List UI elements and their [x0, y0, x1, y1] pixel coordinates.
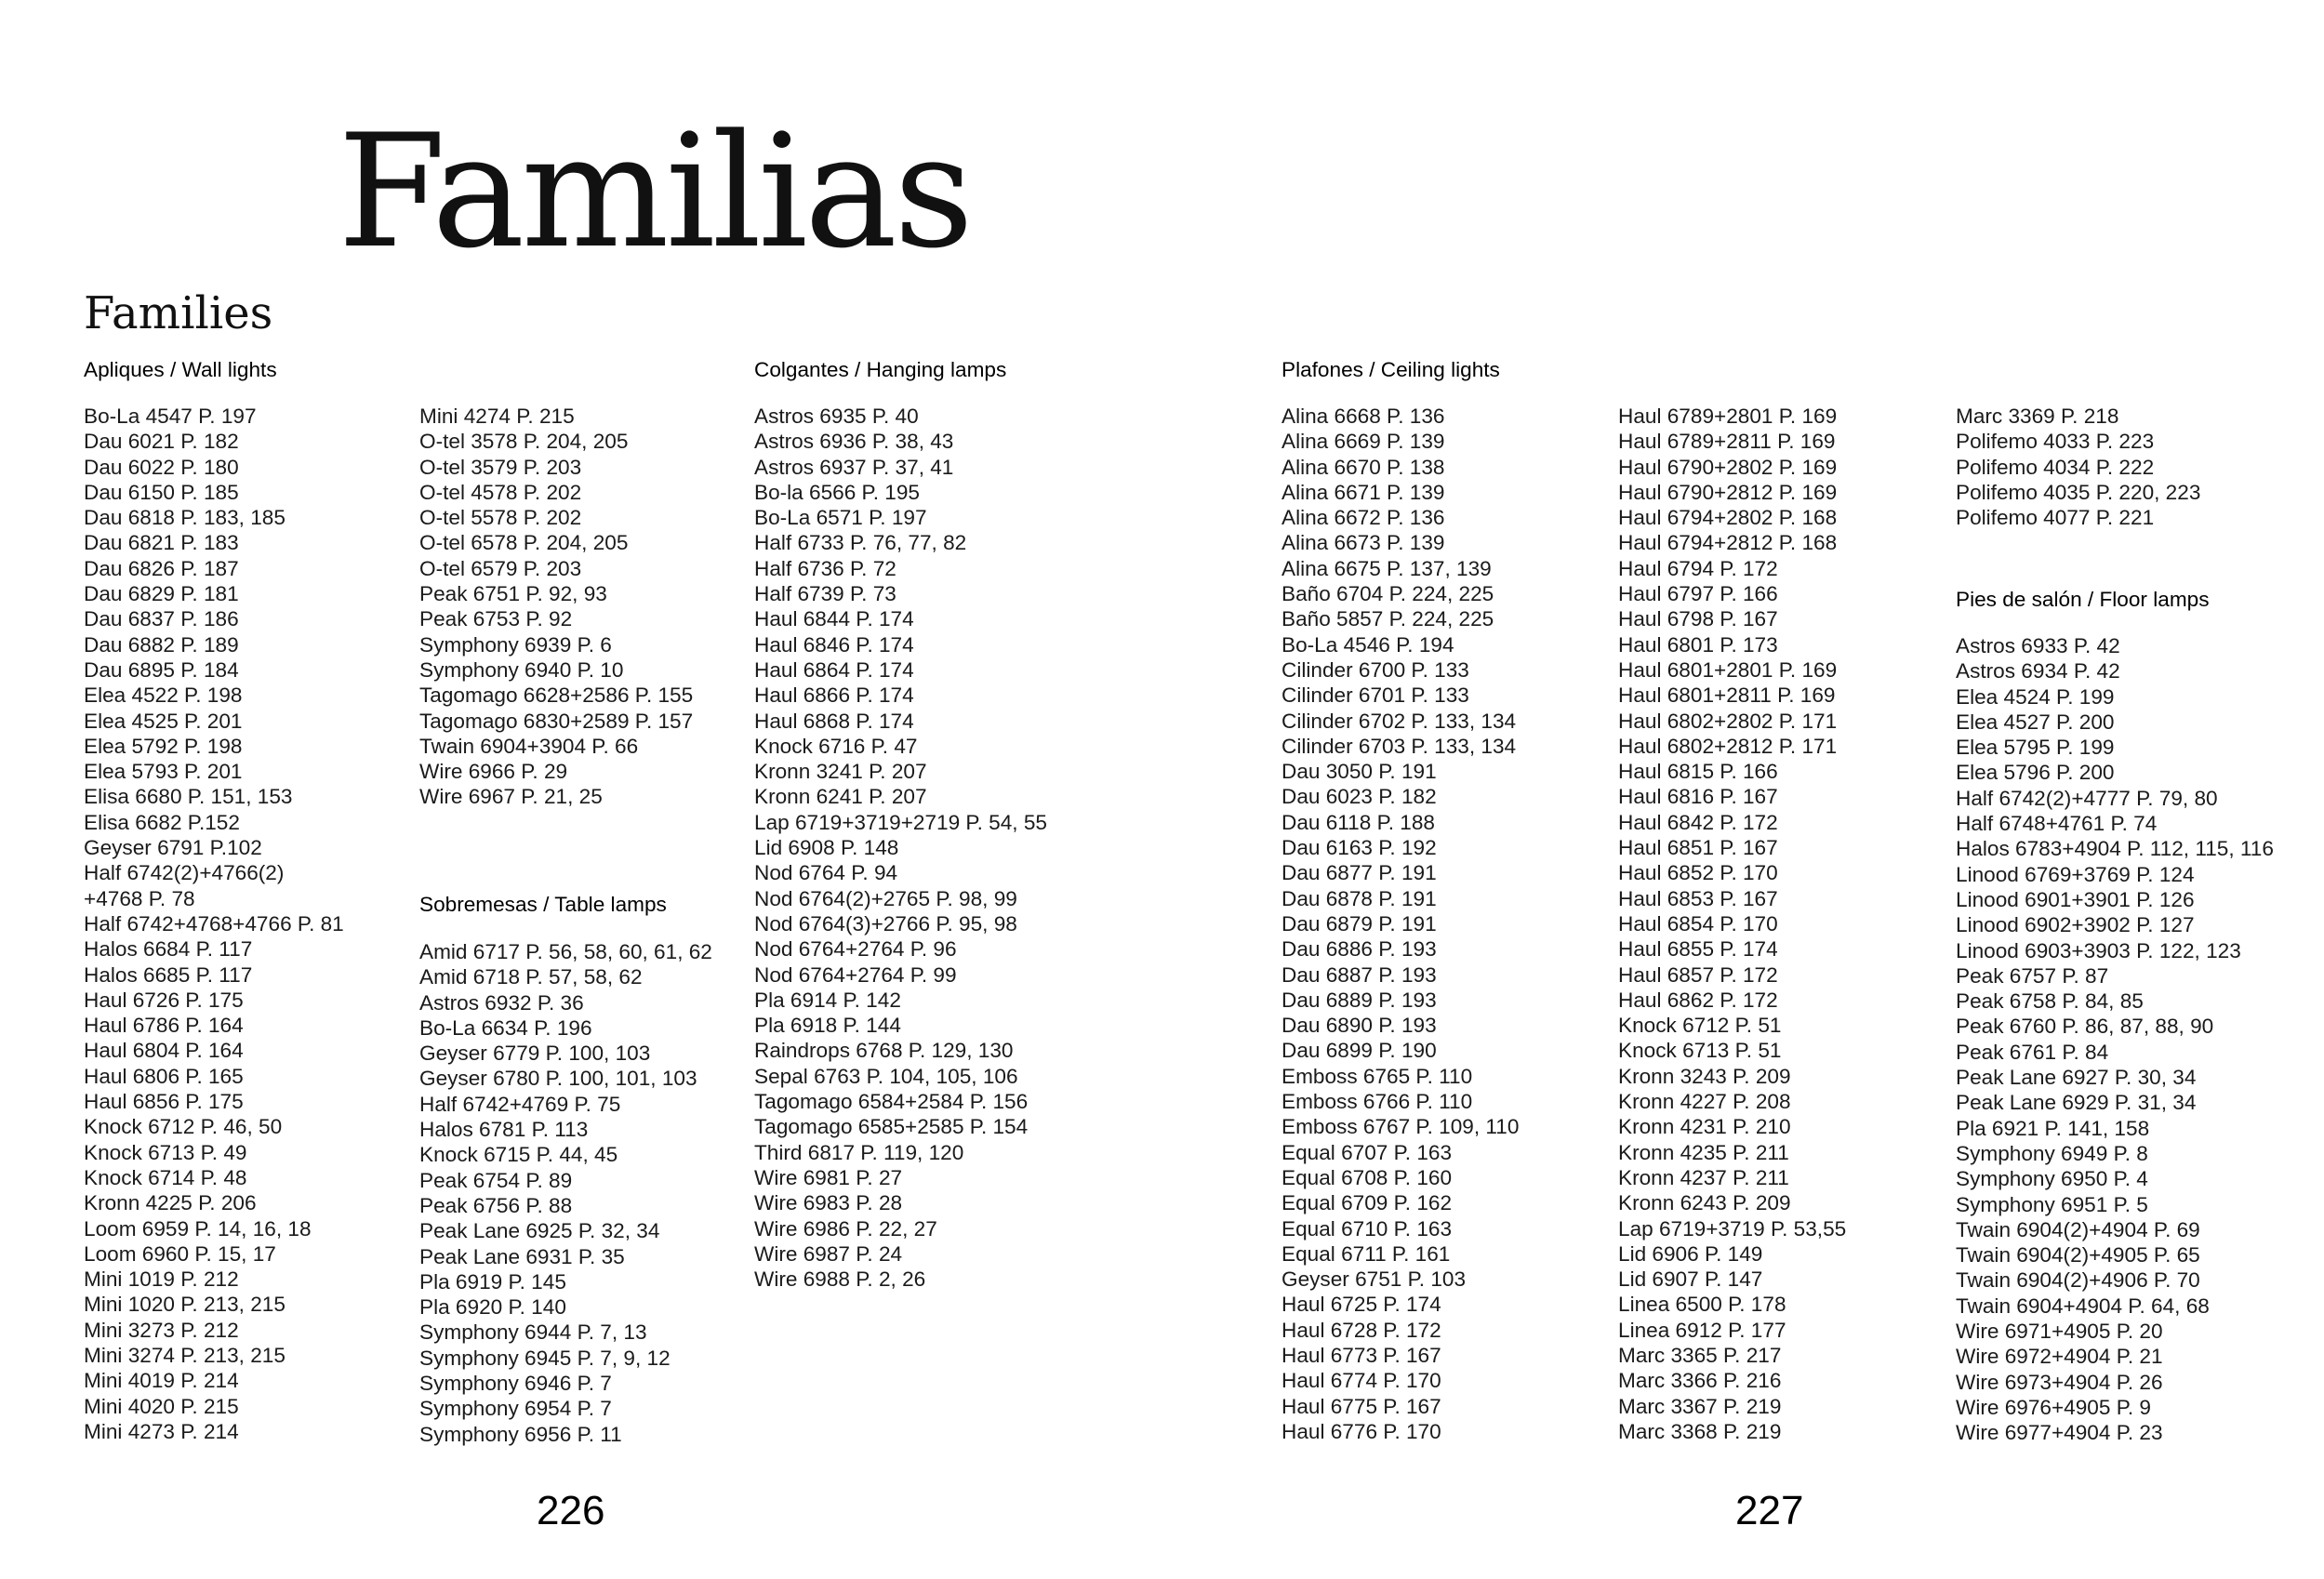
- list-item: Mini 4273 P. 214: [84, 1419, 239, 1443]
- list-item: Dau 6878 P. 191: [1282, 886, 1437, 910]
- list-item: Elisa 6682 P.152: [84, 810, 240, 834]
- list-item: Polifemo 4077 P. 221: [1956, 506, 2155, 530]
- list-item: Symphony 6949 P. 8: [1956, 1141, 2148, 1165]
- list-item: Tagomago 6585+2585 P. 154: [754, 1115, 1029, 1139]
- list-item: O-tel 4578 P. 202: [419, 480, 582, 504]
- list-item: Haul 6842 P. 172: [1618, 810, 1778, 834]
- page-number-right: 227: [1735, 1488, 1804, 1533]
- list-item: Knock 6714 P. 48: [84, 1165, 247, 1189]
- list-item: Linood 6902+3902 P. 127: [1956, 913, 2195, 937]
- list-item: Peak Lane 6929 P. 31, 34: [1956, 1091, 2197, 1115]
- list-column-6a: [1956, 404, 2272, 530]
- list-item: Elisa 6680 P. 151, 153: [84, 785, 293, 809]
- list-item: +4768 P. 78: [84, 886, 195, 910]
- list-item: Elea 5796 P. 200: [1956, 761, 2115, 785]
- section-heading-hanging-lamps: Colgantes / Hanging lamps: [754, 358, 1007, 381]
- list-item: Halos 6783+4904 P. 112, 115, 116: [1956, 837, 2274, 861]
- list-item: Peak Lane 6931 P. 35: [419, 1244, 625, 1268]
- list-item: Alina 6671 P. 139: [1282, 480, 1445, 504]
- list-item: Nod 6764(3)+2766 P. 95, 98: [754, 911, 1017, 935]
- list-item: Wire 6976+4905 P. 9: [1956, 1395, 2151, 1419]
- list-item: Haul 6857 P. 172: [1618, 962, 1778, 987]
- list-item: Haul 6853 P. 167: [1618, 886, 1778, 910]
- list-item: Dau 6118 P. 188: [1282, 810, 1435, 834]
- list-item: Equal 6707 P. 163: [1282, 1140, 1453, 1164]
- list-item: Symphony 6939 P. 6: [419, 632, 612, 657]
- list-item: Dau 6150 P. 185: [84, 480, 239, 504]
- list-item: Elea 5793 P. 201: [84, 760, 243, 784]
- list-item: Polifemo 4033 P. 223: [1956, 430, 2155, 454]
- list-item: Mini 1020 P. 213, 215: [84, 1293, 286, 1317]
- list-item: Dau 6879 P. 191: [1282, 911, 1437, 935]
- list-item: Dau 6826 P. 187: [84, 556, 239, 580]
- list-column-2a: [419, 404, 736, 810]
- list-item: Polifemo 4035 P. 220, 223: [1956, 480, 2201, 504]
- list-item: Elea 5795 P. 199: [1956, 736, 2115, 760]
- list-item: Nod 6764+2764 P. 96: [754, 937, 957, 962]
- list-item: O-tel 6579 P. 203: [419, 556, 582, 580]
- list-item: Haul 6794 P. 172: [1618, 556, 1778, 580]
- list-item: Alina 6668 P. 136: [1282, 405, 1445, 428]
- list-item: Amid 6717 P. 56, 58, 60, 61, 62: [419, 940, 712, 963]
- section-heading-wall-lights: Apliques / Wall lights: [84, 358, 277, 381]
- list-item: Haul 6794+2812 P. 168: [1618, 531, 1838, 555]
- list-item: Halos 6684 P. 117: [84, 937, 253, 962]
- list-item: Haul 6806 P. 165: [84, 1064, 244, 1088]
- list-item: Dau 6890 P. 193: [1282, 1014, 1437, 1038]
- list-item: Dau 6882 P. 189: [84, 632, 239, 657]
- list-item: Marc 3365 P. 217: [1618, 1343, 1782, 1367]
- list-item: Pla 6921 P. 141, 158: [1956, 1116, 2150, 1140]
- list-item: Emboss 6766 P. 110: [1282, 1090, 1473, 1114]
- list-item: Haul 6776 P. 170: [1282, 1419, 1441, 1443]
- list-item: Kronn 4237 P. 211: [1618, 1165, 1789, 1189]
- list-item: Dau 6829 P. 181: [84, 582, 239, 606]
- list-item: Equal 6711 P. 161: [1282, 1241, 1451, 1266]
- list-item: Cilinder 6700 P. 133: [1282, 657, 1469, 682]
- list-item: Halos 6685 P. 117: [84, 962, 253, 987]
- list-item: Twain 6904+4904 P. 64, 68: [1956, 1294, 2210, 1318]
- list-item: Dau 6886 P. 193: [1282, 937, 1437, 962]
- list-item: Tagomago 6628+2586 P. 155: [419, 683, 694, 708]
- list-item: Dau 6895 P. 184: [84, 657, 239, 682]
- page-title: Familias: [338, 100, 971, 283]
- list-item: Haul 6798 P. 167: [1618, 607, 1778, 631]
- list-item: Kronn 3241 P. 207: [754, 760, 927, 784]
- list-item: Symphony 6946 P. 7: [419, 1372, 612, 1396]
- list-item: Knock 6713 P. 51: [1618, 1039, 1782, 1063]
- list-item: Peak 6758 P. 84, 85: [1956, 989, 2144, 1014]
- list-item: Third 6817 P. 119, 120: [754, 1140, 964, 1164]
- list-item: Haul 6801+2811 P. 169: [1618, 683, 1836, 708]
- list-item: Dau 6899 P. 190: [1282, 1039, 1437, 1063]
- list-item: Cilinder 6703 P. 133, 134: [1282, 734, 1517, 758]
- list-column-2b: [419, 939, 736, 1447]
- list-item: Linea 6912 P. 177: [1618, 1318, 1786, 1342]
- list-item: Symphony 6944 P. 7, 13: [419, 1320, 647, 1345]
- list-item: Sepal 6763 P. 104, 105, 106: [754, 1064, 1018, 1088]
- list-item: Mini 4020 P. 215: [84, 1394, 239, 1418]
- list-item: Mini 3273 P. 212: [84, 1318, 239, 1342]
- list-item: Tagomago 6584+2584 P. 156: [754, 1090, 1029, 1114]
- list-item: Dau 6877 P. 191: [1282, 861, 1437, 885]
- list-item: Haul 6852 P. 170: [1618, 861, 1778, 885]
- list-item: Elea 4527 P. 200: [1956, 710, 2115, 734]
- list-item: Pla 6914 P. 142: [754, 988, 901, 1012]
- list-item: Equal 6709 P. 162: [1282, 1191, 1453, 1215]
- list-item: Knock 6712 P. 51: [1618, 1014, 1782, 1038]
- list-item: Geyser 6780 P. 100, 101, 103: [419, 1067, 697, 1091]
- list-column-1: [84, 404, 400, 1444]
- list-item: Wire 6987 P. 24: [754, 1241, 903, 1266]
- list-item: Geyser 6779 P. 100, 103: [419, 1042, 651, 1066]
- list-item: Haul 6804 P. 164: [84, 1039, 244, 1063]
- list-item: Wire 6967 P. 21, 25: [419, 785, 603, 809]
- list-item: Astros 6935 P. 40: [754, 405, 919, 428]
- list-item: Haul 6864 P. 174: [754, 657, 914, 682]
- page-number-left: 226: [537, 1488, 605, 1533]
- list-item: Halos 6781 P. 113: [419, 1118, 589, 1142]
- list-item: Wire 6977+4904 P. 23: [1956, 1421, 2163, 1445]
- list-item: Peak 6761 P. 84: [1956, 1040, 2109, 1064]
- list-item: Haul 6728 P. 172: [1282, 1318, 1441, 1342]
- list-column-4: [1282, 404, 1598, 1444]
- list-item: Haul 6866 P. 174: [754, 683, 914, 708]
- list-item: Haul 6790+2802 P. 169: [1618, 455, 1838, 479]
- list-item: Elea 4522 P. 198: [84, 683, 243, 708]
- list-item: Twain 6904+3904 P. 66: [419, 734, 639, 758]
- list-item: Marc 3367 P. 219: [1618, 1394, 1782, 1418]
- list-item: Marc 3369 P. 218: [1956, 405, 2119, 428]
- section-heading-table-lamps: Sobremesas / Table lamps: [419, 893, 667, 916]
- list-item: O-tel 5578 P. 202: [419, 506, 582, 530]
- list-item: Haul 6862 P. 172: [1618, 988, 1778, 1012]
- list-item: Haul 6802+2802 P. 171: [1618, 709, 1838, 733]
- list-item: Linood 6769+3769 P. 124: [1956, 862, 2195, 886]
- list-item: Knock 6716 P. 47: [754, 734, 918, 758]
- list-item: Peak 6760 P. 86, 87, 88, 90: [1956, 1015, 2214, 1039]
- list-item: O-tel 3578 P. 204, 205: [419, 430, 629, 454]
- list-item: Kronn 4225 P. 206: [84, 1191, 257, 1215]
- list-item: Twain 6904(2)+4905 P. 65: [1956, 1243, 2200, 1267]
- list-item: Kronn 4235 P. 211: [1618, 1140, 1789, 1164]
- list-item: Baño 5857 P. 224, 225: [1282, 607, 1494, 631]
- list-item: Half 6742+4768+4766 P. 81: [84, 911, 344, 935]
- list-item: Pla 6920 P. 140: [419, 1295, 566, 1320]
- list-column-5: [1618, 404, 1934, 1444]
- list-item: Twain 6904(2)+4904 P. 69: [1956, 1217, 2200, 1241]
- list-item: Kronn 4227 P. 208: [1618, 1090, 1791, 1114]
- list-item: Wire 6971+4905 P. 20: [1956, 1320, 2163, 1344]
- list-item: Dau 6821 P. 183: [84, 531, 239, 555]
- list-item: Lap 6719+3719 P. 53,55: [1618, 1216, 1847, 1241]
- list-item: Half 6742(2)+4777 P. 79, 80: [1956, 786, 2218, 810]
- list-column-6b: [1956, 633, 2272, 1446]
- list-item: Half 6733 P. 76, 77, 82: [754, 531, 967, 555]
- list-item: Haul 6801 P. 173: [1618, 632, 1778, 657]
- list-item: Astros 6937 P. 37, 41: [754, 455, 954, 479]
- list-item: Dau 6818 P. 183, 185: [84, 506, 286, 530]
- list-item: Bo-La 6571 P. 197: [754, 506, 927, 530]
- list-item: Cilinder 6701 P. 133: [1282, 683, 1469, 708]
- list-item: Haul 6856 P. 175: [84, 1090, 244, 1114]
- list-item: Mini 1019 P. 212: [84, 1267, 239, 1292]
- list-item: Haul 6844 P. 174: [754, 607, 914, 631]
- list-item: Haul 6797 P. 166: [1618, 582, 1778, 606]
- list-item: Alina 6670 P. 138: [1282, 455, 1445, 479]
- list-item: Wire 6986 P. 22, 27: [754, 1216, 937, 1241]
- list-item: Haul 6786 P. 164: [84, 1014, 244, 1038]
- list-item: Linea 6500 P. 178: [1618, 1293, 1786, 1317]
- list-item: Peak 6757 P. 87: [1956, 963, 2109, 988]
- list-item: Astros 6934 P. 42: [1956, 659, 2120, 683]
- list-item: Marc 3366 P. 216: [1618, 1369, 1782, 1393]
- list-item: Astros 6933 P. 42: [1956, 634, 2120, 657]
- list-item: Alina 6675 P. 137, 139: [1282, 556, 1492, 580]
- list-item: Mini 4274 P. 215: [419, 405, 575, 428]
- list-item: Haul 6801+2801 P. 169: [1618, 657, 1838, 682]
- list-item: Kronn 6243 P. 209: [1618, 1191, 1791, 1215]
- list-item: Nod 6764+2764 P. 99: [754, 962, 957, 987]
- list-item: Wire 6981 P. 27: [754, 1165, 903, 1189]
- list-item: Kronn 6241 P. 207: [754, 785, 927, 809]
- list-item: Cilinder 6702 P. 133, 134: [1282, 709, 1517, 733]
- list-item: Bo-La 4546 P. 194: [1282, 632, 1454, 657]
- list-item: Raindrops 6768 P. 129, 130: [754, 1039, 1014, 1063]
- list-item: Haul 6855 P. 174: [1618, 937, 1778, 962]
- list-item: Peak Lane 6925 P. 32, 34: [419, 1219, 660, 1243]
- list-item: Bo-la 6566 P. 195: [754, 480, 920, 504]
- list-item: O-tel 6578 P. 204, 205: [419, 531, 629, 555]
- list-item: Bo-La 6634 P. 196: [419, 1015, 592, 1040]
- list-item: Loom 6960 P. 15, 17: [84, 1241, 276, 1266]
- list-item: Tagomago 6830+2589 P. 157: [419, 709, 694, 733]
- list-item: Knock 6713 P. 49: [84, 1140, 247, 1164]
- list-item: Bo-La 4547 P. 197: [84, 405, 257, 428]
- list-item: Wire 6983 P. 28: [754, 1191, 903, 1215]
- list-item: Elea 4524 P. 199: [1956, 684, 2115, 709]
- list-item: Nod 6764(2)+2765 P. 98, 99: [754, 886, 1017, 910]
- list-item: Dau 6022 P. 180: [84, 455, 239, 479]
- list-item: Mini 3274 P. 213, 215: [84, 1343, 286, 1367]
- list-item: Half 6748+4761 P. 74: [1956, 812, 2158, 836]
- list-item: Pla 6919 P. 145: [419, 1269, 566, 1294]
- list-item: Equal 6708 P. 160: [1282, 1165, 1453, 1189]
- list-item: Symphony 6956 P. 11: [419, 1422, 622, 1446]
- list-item: Loom 6959 P. 14, 16, 18: [84, 1216, 312, 1241]
- list-item: Wire 6973+4904 P. 26: [1956, 1370, 2163, 1394]
- list-item: Dau 6021 P. 182: [84, 430, 239, 454]
- list-item: Emboss 6767 P. 109, 110: [1282, 1115, 1520, 1139]
- list-item: Symphony 6950 P. 4: [1956, 1167, 2148, 1191]
- list-item: Haul 6725 P. 174: [1282, 1293, 1441, 1317]
- list-column-3: [754, 404, 1070, 1292]
- list-item: Haul 6774 P. 170: [1282, 1369, 1441, 1393]
- section-heading-ceiling-lights: Plafones / Ceiling lights: [1282, 358, 1500, 381]
- list-item: Lid 6907 P. 147: [1618, 1267, 1763, 1292]
- list-item: Dau 6837 P. 186: [84, 607, 239, 631]
- list-item: Pla 6918 P. 144: [754, 1014, 901, 1038]
- list-item: Astros 6932 P. 36: [419, 990, 584, 1015]
- list-item: Alina 6672 P. 136: [1282, 506, 1445, 530]
- list-item: Dau 6163 P. 192: [1282, 836, 1437, 860]
- list-item: Kronn 4231 P. 210: [1618, 1115, 1791, 1139]
- list-item: Wire 6972+4904 P. 21: [1956, 1345, 2163, 1369]
- list-item: Nod 6764 P. 94: [754, 861, 898, 885]
- list-item: Half 6742+4769 P. 75: [419, 1092, 621, 1116]
- list-item: Baño 6704 P. 224, 225: [1282, 582, 1494, 606]
- list-item: Marc 3368 P. 219: [1618, 1419, 1782, 1443]
- list-item: Haul 6790+2812 P. 169: [1618, 480, 1838, 504]
- list-item: Symphony 6951 P. 5: [1956, 1192, 2148, 1216]
- list-item: Twain 6904(2)+4906 P. 70: [1956, 1268, 2200, 1293]
- list-item: Half 6739 P. 73: [754, 582, 896, 606]
- section-heading-floor-lamps: Pies de salón / Floor lamps: [1956, 588, 2210, 611]
- list-item: Haul 6726 P. 175: [84, 988, 244, 1012]
- list-item: Astros 6936 P. 38, 43: [754, 430, 954, 454]
- list-item: Symphony 6940 P. 10: [419, 657, 624, 682]
- list-item: Lap 6719+3719+2719 P. 54, 55: [754, 810, 1047, 834]
- list-item: Haul 6854 P. 170: [1618, 911, 1778, 935]
- list-item: Lid 6906 P. 149: [1618, 1241, 1763, 1266]
- list-item: Polifemo 4034 P. 222: [1956, 455, 2155, 479]
- list-item: Mini 4019 P. 214: [84, 1369, 239, 1393]
- list-item: Alina 6669 P. 139: [1282, 430, 1445, 454]
- list-item: Dau 6023 P. 182: [1282, 785, 1437, 809]
- list-item: Dau 3050 P. 191: [1282, 760, 1437, 784]
- list-item: Haul 6789+2811 P. 169: [1618, 430, 1836, 454]
- list-item: Peak Lane 6927 P. 30, 34: [1956, 1066, 2197, 1090]
- list-item: Alina 6673 P. 139: [1282, 531, 1445, 555]
- list-item: Symphony 6945 P. 7, 9, 12: [419, 1346, 671, 1370]
- list-item: Haul 6868 P. 174: [754, 709, 914, 733]
- list-item: Symphony 6954 P. 7: [419, 1397, 612, 1421]
- list-item: Geyser 6751 P. 103: [1282, 1267, 1467, 1292]
- list-item: Peak 6753 P. 92: [419, 607, 573, 631]
- list-item: Haul 6815 P. 166: [1618, 760, 1778, 784]
- list-item: Haul 6846 P. 174: [754, 632, 914, 657]
- list-item: Half 6736 P. 72: [754, 556, 896, 580]
- list-item: Peak 6756 P. 88: [419, 1193, 573, 1217]
- page-subtitle: Families: [84, 287, 273, 339]
- list-item: Peak 6754 P. 89: [419, 1168, 573, 1192]
- list-item: Equal 6710 P. 163: [1282, 1216, 1453, 1241]
- list-item: Haul 6775 P. 167: [1282, 1394, 1441, 1418]
- list-item: Haul 6794+2802 P. 168: [1618, 506, 1838, 530]
- list-item: Haul 6773 P. 167: [1282, 1343, 1441, 1367]
- list-item: Knock 6712 P. 46, 50: [84, 1115, 283, 1139]
- list-item: Dau 6889 P. 193: [1282, 988, 1437, 1012]
- list-item: Haul 6816 P. 167: [1618, 785, 1778, 809]
- list-item: Peak 6751 P. 92, 93: [419, 582, 607, 606]
- list-item: Wire 6966 P. 29: [419, 760, 568, 784]
- list-item: Half 6742(2)+4766(2): [84, 861, 285, 885]
- list-item: Elea 5792 P. 198: [84, 734, 243, 758]
- list-item: Kronn 3243 P. 209: [1618, 1064, 1791, 1088]
- list-item: Knock 6715 P. 44, 45: [419, 1143, 618, 1167]
- list-item: Emboss 6765 P. 110: [1282, 1064, 1473, 1088]
- list-item: Geyser 6791 P.102: [84, 836, 262, 860]
- list-item: Amid 6718 P. 57, 58, 62: [419, 965, 643, 989]
- list-item: Linood 6903+3903 P. 122, 123: [1956, 938, 2241, 962]
- list-item: Haul 6851 P. 167: [1618, 836, 1778, 860]
- list-item: Elea 4525 P. 201: [84, 709, 243, 733]
- list-item: Wire 6988 P. 2, 26: [754, 1267, 926, 1292]
- list-item: Lid 6908 P. 148: [754, 836, 899, 860]
- list-item: O-tel 3579 P. 203: [419, 455, 582, 479]
- list-item: Haul 6802+2812 P. 171: [1618, 734, 1838, 758]
- list-item: Haul 6789+2801 P. 169: [1618, 405, 1838, 428]
- list-item: Linood 6901+3901 P. 126: [1956, 887, 2195, 911]
- list-item: Dau 6887 P. 193: [1282, 962, 1437, 987]
